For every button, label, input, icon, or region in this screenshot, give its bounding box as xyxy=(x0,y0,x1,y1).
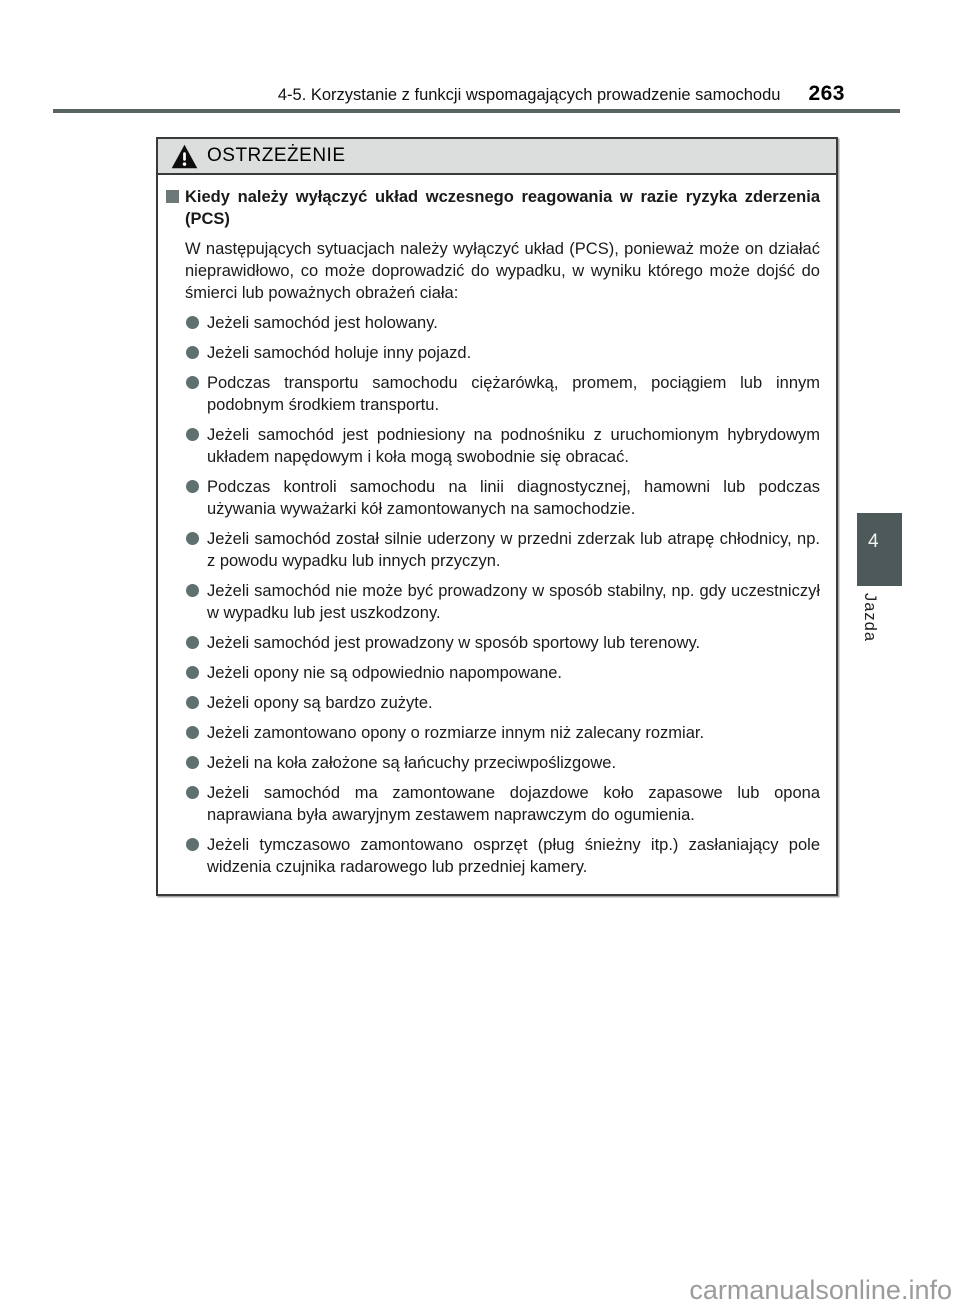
list-item: Jeżeli samochód nie może być prowadzony w sposób stabilny, np. gdy uczestniczył w wypadku lub jest uszkodzony. xyxy=(166,580,820,624)
circle-bullet-icon xyxy=(186,786,199,799)
circle-bullet-icon xyxy=(186,756,199,769)
warning-triangle-icon xyxy=(171,144,198,169)
chapter-tab xyxy=(857,513,902,586)
circle-bullet-icon xyxy=(186,532,199,545)
list-item: Jeżeli tymczasowo zamontowano osprzęt (pług śnieżny itp.) zasłaniający pole widzenia czujnika radarowego lub przedniej kamery. xyxy=(166,834,820,878)
warning-box xyxy=(156,137,838,896)
warning-box-header xyxy=(158,139,836,175)
circle-bullet-icon xyxy=(186,376,199,389)
warning-content xyxy=(158,175,836,894)
section-title: 4-5. Korzystanie z funkcji wspomagających prowadzenie samochodu xyxy=(277,86,781,104)
section-heading xyxy=(166,186,820,230)
list-item: Jeżeli samochód ma zamontowane dojazdowe koło zapasowe lub opona naprawiana była awaryjnym zestawem naprawczym do ogumienia. xyxy=(166,782,820,826)
header-rule xyxy=(53,109,900,113)
warning-title: OSTRZEŻENIE xyxy=(207,145,346,166)
circle-bullet-icon xyxy=(186,696,199,709)
list-item: Jeżeli zamontowano opony o rozmiarze innym niż zalecany rozmiar. xyxy=(166,722,820,744)
page-number: 263 xyxy=(808,82,845,105)
list-item: Jeżeli na koła założone są łańcuchy przeciwpoślizgowe. xyxy=(166,752,820,774)
circle-bullet-icon xyxy=(186,316,199,329)
list-item: Jeżeli opony nie są odpowiednio napompowane. xyxy=(166,662,820,684)
circle-bullet-icon xyxy=(186,428,199,441)
circle-bullet-icon xyxy=(186,838,199,851)
page-header xyxy=(0,82,845,106)
intro-paragraph: W następujących sytuacjach należy wyłączyć układ (PCS), ponieważ może on działać nieprawidłowo, co może doprowadzić do wypadku, w wyniku którego może dojść do śmierci lub poważnych obrażeń ciała: xyxy=(185,240,820,302)
list-item: Jeżeli samochód jest podniesiony na podnośniku z uruchomionym hybrydowym układem napędowym i koła mogą swobodnie się obracać. xyxy=(166,424,820,468)
list-item: Jeżeli samochód został silnie uderzony w przedni zderzak lub atrapę chłodnicy, np. z powodu wypadku lub innych przyczyn. xyxy=(166,528,820,572)
circle-bullet-icon xyxy=(186,636,199,649)
watermark-text: carmanualsonline.info xyxy=(689,1275,952,1305)
chapter-number: 4 xyxy=(868,531,879,552)
list-item: Jeżeli opony są bardzo zużyte. xyxy=(166,692,820,714)
list-item: Jeżeli samochód jest holowany. xyxy=(166,312,820,334)
circle-bullet-icon xyxy=(186,666,199,679)
chapter-label: Jazda xyxy=(861,593,879,643)
circle-bullet-icon xyxy=(186,584,199,597)
list-item: Jeżeli samochód jest prowadzony w sposób sportowy lub terenowy. xyxy=(166,632,820,654)
square-bullet-icon xyxy=(166,190,179,203)
section-heading-text: Kiedy należy wyłączyć układ wczesnego reagowania w razie ryzyka zderzenia (PCS) xyxy=(185,188,820,228)
list-item: Jeżeli samochód holuje inny pojazd. xyxy=(166,342,820,364)
list-item: Podczas kontroli samochodu na linii diagnostycznej, hamowni lub podczas używania wyważarki kół zamontowanych na samochodzie. xyxy=(166,476,820,520)
circle-bullet-icon xyxy=(186,480,199,493)
list-item: Podczas transportu samochodu ciężarówką, promem, pociągiem lub innym podobnym środkiem transportu. xyxy=(166,372,820,416)
circle-bullet-icon xyxy=(186,346,199,359)
circle-bullet-icon xyxy=(186,726,199,739)
condition-list xyxy=(166,312,820,878)
